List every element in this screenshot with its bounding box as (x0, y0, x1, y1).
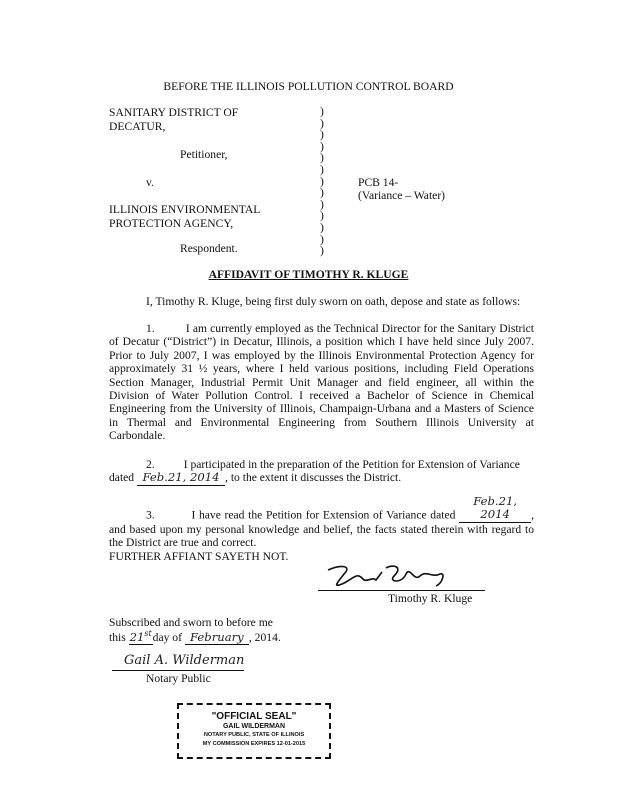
jurat-this-label: this (109, 630, 126, 644)
case-type: (Variance – Water) (358, 189, 446, 202)
jurat-line1: Subscribed and sworn to before me (109, 616, 273, 629)
caption-paren: ) (320, 186, 324, 200)
intro-statement: I, Timothy R. Kluge, being first duly sworn on oath, depose and state as follows: (146, 295, 521, 308)
caption-paren: ) (320, 244, 324, 258)
document-heading: BEFORE THE ILLINOIS POLLUTION CONTROL BOARD (163, 80, 454, 93)
paragraph-3-text-after: and based upon my personal knowledge and belief, the facts stated therein with regard to the District are true and correct. (109, 522, 534, 550)
seal-line2: GAIL WILDERMAN (222, 723, 286, 730)
petitioner-name-line2: DECATUR, (109, 120, 166, 133)
caption-paren: ) (320, 162, 324, 176)
caption-paren: ) (320, 220, 324, 234)
affidavit-title: AFFIDAVIT OF TIMOTHY R. KLUGE (208, 268, 409, 281)
respondent-name-line2: PROTECTION AGENCY, (109, 217, 234, 230)
closing-statement: FURTHER AFFIANT SAYETH NOT. (109, 550, 289, 563)
seal-line1: "OFFICIAL SEAL" (211, 711, 297, 722)
versus: v. (146, 176, 154, 189)
caption-paren: ) (320, 128, 324, 142)
respondent-role: Respondent. (180, 242, 238, 255)
affiant-signature-drawing (322, 562, 492, 592)
petitioner-role: Petitioner, (180, 148, 228, 161)
paragraph-3-number: 3. (146, 508, 155, 522)
caption-parenthesis-column (320, 106, 324, 257)
paragraph-2-number: 2. (146, 458, 155, 471)
jurat-line2 (109, 629, 281, 645)
case-number: PCB 14- (358, 176, 399, 189)
seal-line3: NOTARY PUBLIC, STATE OF ILLINOIS (203, 732, 305, 738)
caption-paren: ) (320, 209, 324, 223)
paragraph-1 (109, 322, 534, 443)
caption-paren: ) (320, 197, 324, 211)
caption-paren: ) (320, 105, 324, 118)
petitioner-name-line1: SANITARY DISTRICT OF (109, 106, 239, 119)
jurat-day-suffix: st (144, 629, 152, 638)
paragraph-2-dated-label: dated (109, 471, 135, 485)
paragraph-3-handwritten-date: Feb.21, 2014 (459, 495, 531, 523)
jurat-day-of-label: day of (152, 630, 182, 644)
paragraph-1-text: I am currently employed as the Technical Director for the Sanitary District of Decatur (“District”) in Decatur, Illinois, a position which I have held since July 2007. Prior to July 2007, I was employed by the Illinois Environmental Protection Agency for approximately 31 ½ years, where I held various positions, including Field Operations Section Manager, Industrial Permit Unit Manager and field engineer, all within the Division of Water Pollution Control. I received a Bachelor of Science in Chemical Engineering from the University of Illinois, Champaign-Urbana and a Masters of Science in Thermal and Environmental Engineering from Southern Illinois University at Carbondale. (109, 322, 534, 443)
caption-paren: ) (320, 116, 324, 130)
jurat-day-number: 21 (129, 629, 145, 644)
jurat-month-handwritten: February (185, 630, 249, 645)
affiant-signature-line (318, 590, 485, 591)
jurat-day-handwritten (129, 629, 153, 645)
notary-signature-line (112, 670, 244, 671)
caption-paren: ) (320, 174, 324, 188)
notary-signature: Gail A. Wilderman (124, 653, 245, 668)
paragraph-2-handwritten-date: Feb.21, 2014 (137, 471, 225, 485)
paragraph-3-text-before: I have read the Petition for Extension of Variance dated (191, 508, 456, 522)
paragraph-2-text-after: , to the extent it discusses the District. (225, 471, 402, 485)
paragraph-2 (109, 458, 534, 486)
jurat-year: , 2014. (248, 630, 281, 644)
paragraph-1-number: 1. (146, 322, 155, 335)
affiant-signature (322, 562, 492, 592)
official-notary-seal (177, 703, 331, 759)
caption-paren: ) (320, 151, 324, 165)
seal-line4: MY COMMISSION EXPIRES 12-01-2015 (202, 741, 306, 747)
respondent-name-line1: ILLINOIS ENVIRONMENTAL (109, 203, 261, 216)
paragraph-2-text-before: I participated in the preparation of the Petition for Extension of Variance (183, 458, 520, 471)
affiant-printed-name: Timothy R. Kluge (388, 592, 473, 605)
affiant-signature-text (322, 562, 329, 563)
caption-paren: ) (320, 232, 324, 246)
caption-paren: ) (320, 139, 324, 153)
notary-public-label: Notary Public (146, 672, 211, 685)
paragraph-3: 3. I have read the Petition for Extension of Variance dated Feb.21, 2014 , and based upon my personal knowledge and belief, the facts stated therein with regard to the District are true and correct. (109, 494, 535, 550)
